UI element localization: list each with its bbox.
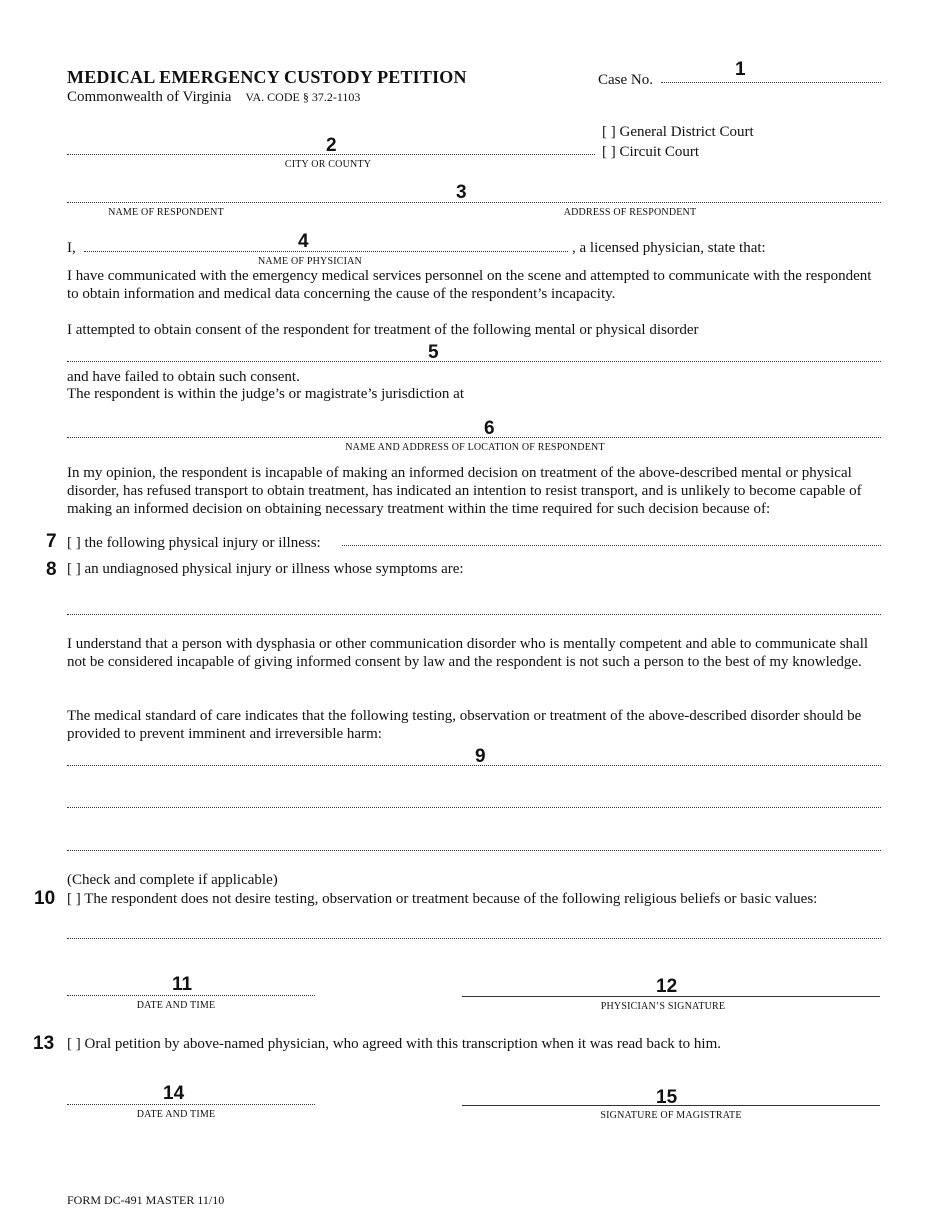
respondent-field[interactable] (67, 202, 881, 203)
general-district-court-checkbox[interactable]: [ ] General District Court (602, 124, 754, 140)
opinion-paragraph: In my opinion, the respondent is incapable of making an informed decision on treatment of the above-described mental or physical disorder, has refused transport to obtain treatment, has indicated an intention to resist transport, and is unlikely to become capable of making an informed decision on obtaining necessary treatment within the time required for such decision because of: (67, 465, 862, 517)
failed-paragraph: and have failed to obtain such consent. (67, 369, 300, 385)
attempted-paragraph: I attempted to obtain consent of the respondent for treatment of the following mental or physical disorder (67, 322, 699, 338)
marker-12: 12 (656, 976, 678, 997)
marker-9: 9 (475, 746, 486, 767)
marker-10: 10 (34, 888, 56, 909)
physical-injury-field[interactable] (342, 545, 881, 546)
standard-paragraph: The medical standard of care indicates that the following testing, observation or treatment of the above-described disorder should be provided to prevent imminent and irreversible harm: (67, 708, 862, 742)
marker-3: 3 (456, 182, 467, 203)
licensed-text: , a licensed physician, state that: (572, 240, 766, 256)
marker-11: 11 (172, 974, 193, 995)
marker-1: 1 (735, 59, 746, 80)
va-code: VA. CODE § 37.2-1103 (245, 90, 361, 104)
marker-8: 8 (46, 559, 57, 580)
form-title: MEDICAL EMERGENCY CUSTODY PETITION (67, 67, 467, 87)
marker-5: 5 (428, 342, 439, 363)
circuit-court-checkbox[interactable]: [ ] Circuit Court (602, 144, 700, 160)
name-physician-label: NAME OF PHYSICIAN (258, 256, 362, 267)
marker-2: 2 (326, 135, 337, 156)
jurisdiction-text: Commonwealth of Virginia (67, 89, 232, 105)
understand-paragraph: I understand that a person with dysphasia or other communication disorder who is mentally competent and able to communicate shall not be considered incapable of giving informed consent by law and the respondent is not such a person to the best of my knowledge. (67, 636, 869, 670)
form-footer: FORM DC-491 MASTER 11/10 (67, 1193, 225, 1207)
case-no-label: Case No. (598, 72, 653, 88)
disorder-field[interactable] (67, 361, 881, 362)
check-note: (Check and complete if applicable) (67, 872, 278, 888)
date-time-label-1: DATE AND TIME (136, 1000, 216, 1011)
oral-petition-checkbox[interactable]: [ ] Oral petition by above-named physician, who agreed with this transcription when it was read back to him. (67, 1036, 721, 1052)
physical-injury-checkbox[interactable]: [ ] the following physical injury or illness: (67, 535, 321, 551)
date-time-label-2: DATE AND TIME (136, 1109, 216, 1120)
marker-14: 14 (163, 1083, 185, 1104)
marker-7: 7 (46, 531, 57, 552)
marker-6: 6 (484, 418, 495, 439)
testing-field-3[interactable] (67, 850, 881, 851)
location-field[interactable] (67, 437, 881, 438)
date-time-field-2[interactable] (67, 1104, 315, 1105)
physician-signature-label: PHYSICIAN’S SIGNATURE (600, 1001, 726, 1012)
within-paragraph: The respondent is within the judge’s or magistrate’s jurisdiction at (67, 386, 465, 402)
marker-13: 13 (33, 1033, 55, 1054)
jurisdiction (67, 89, 360, 106)
marker-15: 15 (656, 1087, 678, 1108)
symptoms-field[interactable] (67, 614, 881, 615)
physician-name-field[interactable] (84, 251, 568, 252)
religious-beliefs-checkbox[interactable]: [ ] The respondent does not desire testing, observation or treatment because of the following religious beliefs or basic values: (67, 891, 818, 907)
city-county-label: CITY OR COUNTY (284, 159, 372, 170)
name-address-location-label: NAME AND ADDRESS OF LOCATION OF RESPONDENT (345, 442, 605, 453)
marker-4: 4 (298, 231, 309, 252)
testing-field-1[interactable] (67, 765, 881, 766)
case-no-field[interactable] (661, 82, 881, 83)
testing-field-2[interactable] (67, 807, 881, 808)
communicated-paragraph: I have communicated with the emergency medical services personnel on the scene and attempted to communicate with the respondent to obtain information and medical data concerning the cause of the respondent’s incapacity. (67, 268, 872, 302)
magistrate-signature-label: SIGNATURE OF MAGISTRATE (600, 1110, 742, 1121)
i-prefix: I, (67, 240, 76, 256)
address-respondent-label: ADDRESS OF RESPONDENT (563, 207, 697, 218)
religious-beliefs-field[interactable] (67, 938, 881, 939)
name-respondent-label: NAME OF RESPONDENT (108, 207, 224, 218)
undiagnosed-injury-checkbox[interactable]: [ ] an undiagnosed physical injury or illness whose symptoms are: (67, 561, 464, 577)
